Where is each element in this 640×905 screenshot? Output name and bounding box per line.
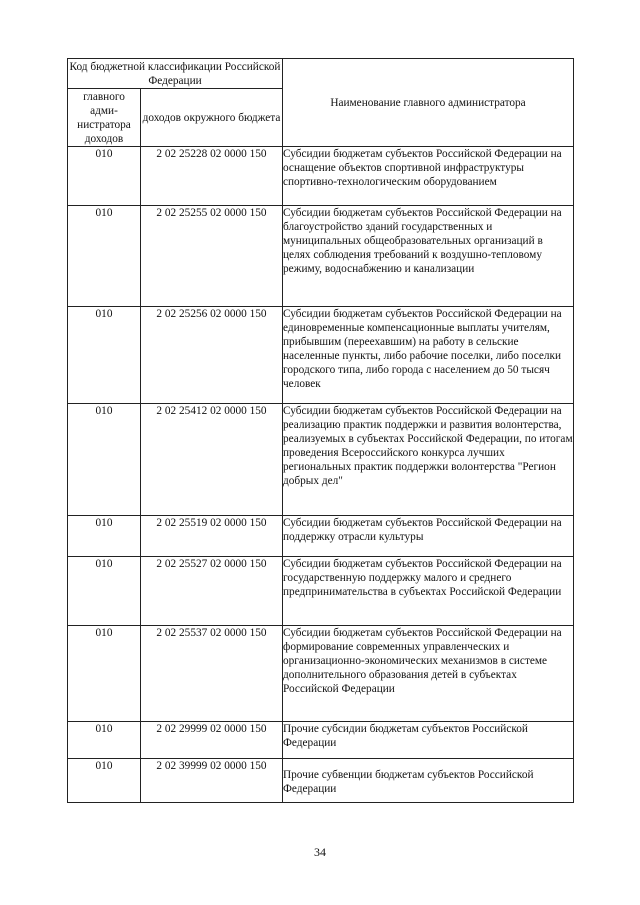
table-row [68, 557, 574, 626]
administrator-name-cell: Субсидии бюджетам субъектов Российской Федерации на единовременные компенсационные выплаты учителям, прибывшим (переехавшим) на работу в сельские населенные пункты, либо рабочие поселки, либо поселки городского типа, либо города с населением до 50 тысяч человек [283, 307, 574, 404]
income-code-cell: 2 02 29999 02 0000 150 [141, 722, 283, 759]
admin-code-cell: 010 [68, 307, 141, 404]
table-row [68, 307, 574, 404]
income-code-cell: 2 02 39999 02 0000 150 [141, 759, 283, 803]
administrator-name-cell: Субсидии бюджетам субъектов Российской Федерации на поддержку отрасли культуры [283, 516, 574, 557]
administrator-name-cell: Прочие субвенции бюджетам субъектов Российской Федерации [283, 759, 574, 803]
admin-code-cell: 010 [68, 557, 141, 626]
administrator-name-cell: Субсидии бюджетам субъектов Российской Федерации на формирование современных управленческих и организационно-экономических механизмов в системе дополнительного образования детей в субъектах Российской Федерации [283, 626, 574, 722]
income-code-cell: 2 02 25537 02 0000 150 [141, 626, 283, 722]
admin-code-cell: 010 [68, 759, 141, 803]
administrator-name-cell: Субсидии бюджетам субъектов Российской Федерации на реализацию практик поддержки и развития волонтерства, реализуемых в субъектах Российской Федерации, по итогам проведения Всероссийского конкурса лучших региональных практик поддержки волонтерства "Регион добрых дел" [283, 404, 574, 516]
header-district-budget-income: доходов окружного бюджета [141, 89, 283, 147]
income-code-cell: 2 02 25256 02 0000 150 [141, 307, 283, 404]
table-row [68, 206, 574, 307]
administrator-name-cell: Субсидии бюджетам субъектов Российской Федерации на благоустройство зданий государственных и муниципальных общеобразовательных организаций в целях соблюдения требований к воздушно-тепловому режиму, водоснабжению и канализации [283, 206, 574, 307]
admin-code-cell: 010 [68, 722, 141, 759]
income-code-cell: 2 02 25412 02 0000 150 [141, 404, 283, 516]
admin-code-cell: 010 [68, 626, 141, 722]
income-code-cell: 2 02 25255 02 0000 150 [141, 206, 283, 307]
table-row [68, 759, 574, 803]
budget-classification-table [67, 58, 574, 803]
header-main-administrator: главного адми- нистратора доходов [68, 89, 141, 147]
administrator-name-cell: Субсидии бюджетам субъектов Российской Федерации на оснащение объектов спортивной инфраструктуры спортивно-технологическим оборудованием [283, 147, 574, 206]
administrator-name-cell: Прочие субсидии бюджетам субъектов Российской Федерации [283, 722, 574, 759]
table-row [68, 626, 574, 722]
income-code-cell: 2 02 25228 02 0000 150 [141, 147, 283, 206]
table-row [68, 722, 574, 759]
admin-code-cell: 010 [68, 147, 141, 206]
income-code-cell: 2 02 25519 02 0000 150 [141, 516, 283, 557]
table-row [68, 516, 574, 557]
administrator-name-cell: Субсидии бюджетам субъектов Российской Федерации на государственную поддержку малого и среднего предпринимательства в субъектах Российской Федерации [283, 557, 574, 626]
admin-code-cell: 010 [68, 206, 141, 307]
table-row [68, 147, 574, 206]
admin-code-cell: 010 [68, 404, 141, 516]
page-number: 34 [314, 845, 326, 859]
header-administrator-name: Наименование главного администратора [283, 59, 574, 147]
admin-code-cell: 010 [68, 516, 141, 557]
table-row [68, 404, 574, 516]
income-code-cell: 2 02 25527 02 0000 150 [141, 557, 283, 626]
header-budget-code-group: Код бюджетной классификации Российской Федерации [68, 59, 283, 89]
